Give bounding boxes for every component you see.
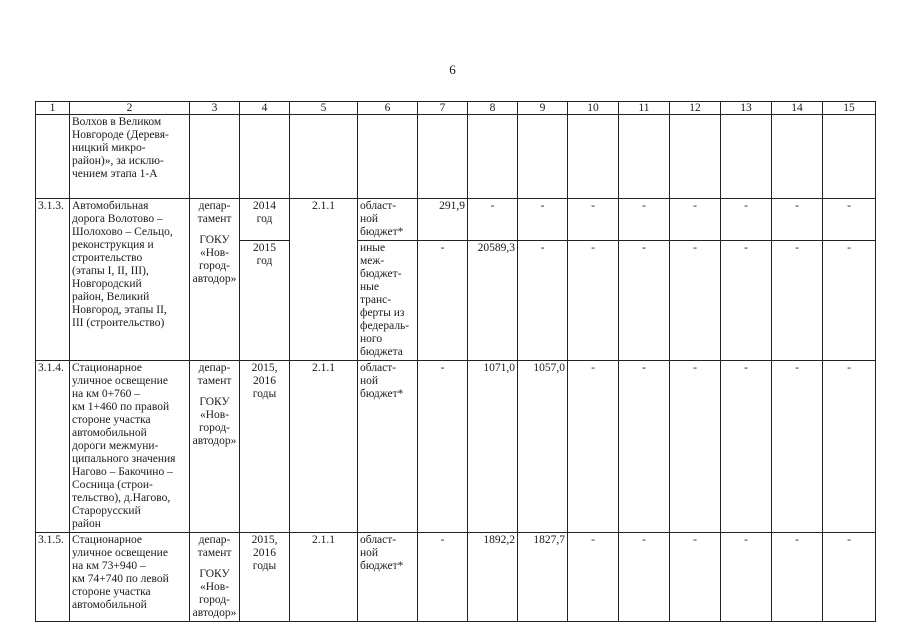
text-line: област- — [360, 362, 397, 374]
text-line: 2016 — [253, 547, 276, 559]
funding-source-cell — [358, 199, 418, 241]
row-number-cell: 3.1.4. — [36, 361, 70, 533]
value-cell: 1071,0 — [468, 361, 518, 533]
text-line: Сосница (строи- — [72, 479, 153, 491]
text-line: 2016 — [253, 375, 276, 387]
text-line: тамент — [197, 375, 232, 387]
text-line: тамент — [197, 547, 232, 559]
value-cell: - — [670, 241, 721, 361]
text-line: на км 0+760 – — [72, 388, 140, 400]
page-number: 6 — [449, 62, 456, 77]
text-line: ной — [360, 213, 379, 225]
value-cell: - — [619, 241, 670, 361]
column-number-cell: 3 — [190, 102, 240, 115]
column-number-cell: 13 — [721, 102, 772, 115]
text-line: годы — [252, 388, 277, 400]
value-cell: - — [418, 533, 468, 622]
value-cell: - — [619, 199, 670, 241]
text-line: бюджет* — [360, 388, 404, 400]
text-line: автомобильной — [72, 599, 147, 611]
value-cell: - — [772, 241, 823, 361]
text-line: дорога Волотово – — [72, 213, 163, 225]
text-line: ципального значения — [72, 453, 176, 465]
text-line: чением этапа 1-А — [72, 168, 158, 180]
funding-source-cell — [358, 533, 418, 622]
value-cell: 1827,7 — [518, 533, 568, 622]
text-line: депар- — [198, 200, 231, 212]
text-line: Стационарное — [72, 362, 143, 374]
text-line: Новгородский — [72, 278, 142, 290]
text-line: ГОКУ — [199, 568, 230, 580]
text-line: ницкий микро- — [72, 142, 146, 154]
period-cell — [240, 241, 290, 361]
text-line: год — [256, 255, 273, 267]
column-number-cell: 12 — [670, 102, 721, 115]
text-line: годы — [252, 560, 277, 572]
text-line: тамент — [197, 213, 232, 225]
text-line: бюджет- — [360, 268, 402, 280]
text-line: район)», за исклю- — [72, 155, 164, 167]
text-line: район — [72, 518, 101, 530]
measure-name-cell — [70, 361, 190, 533]
text-line: км 74+740 по левой — [72, 573, 169, 585]
table-row — [36, 115, 876, 199]
value-cell: - — [418, 241, 468, 361]
column-number-cell: 4 — [240, 102, 290, 115]
text-line: ферты из — [360, 307, 405, 319]
text-line: «Нов- — [199, 409, 230, 421]
value-cell: - — [823, 241, 876, 361]
period-cell — [240, 199, 290, 241]
funding-source-cell — [358, 361, 418, 533]
value-cell: 20589,3 — [468, 241, 518, 361]
text-line: депар- — [198, 534, 231, 546]
value-cell: - — [721, 199, 772, 241]
text-line: област- — [360, 534, 397, 546]
text-line: Волхов в Великом — [72, 116, 162, 128]
value-cell: - — [619, 361, 670, 533]
row-number-cell: 3.1.5. — [36, 533, 70, 622]
value-cell: - — [518, 241, 568, 361]
target-indicator-cell: 2.1.1 — [290, 533, 358, 622]
table-row — [36, 533, 876, 622]
text-line: реконструкция и — [72, 239, 154, 251]
text-line: тельство), д.Нагово, — [72, 492, 171, 504]
text-line: автодор» — [192, 273, 237, 285]
measure-name-cell — [70, 533, 190, 622]
column-number-cell: 9 — [518, 102, 568, 115]
executor-cell — [190, 199, 240, 361]
column-number-cell: 5 — [290, 102, 358, 115]
text-line: федераль- — [360, 320, 410, 332]
column-number-cell: 15 — [823, 102, 876, 115]
funding-source-cell — [358, 241, 418, 361]
text-line: Новгород, этапы II, — [72, 304, 167, 316]
text-line: депар- — [198, 362, 231, 374]
text-line: ной — [360, 375, 379, 387]
text-line: ного — [360, 333, 383, 345]
text-line: III (строительство) — [72, 317, 165, 329]
table-row — [36, 199, 876, 241]
text-line: 2015, — [251, 362, 278, 374]
text-line: уличное освещение — [72, 547, 168, 559]
text-line: «Нов- — [199, 581, 230, 593]
table-row — [36, 361, 876, 533]
text-line: меж- — [360, 255, 385, 267]
text-line: Автомобильная — [72, 200, 149, 212]
text-line: Новгороде (Деревя- — [72, 129, 169, 141]
target-indicator-cell: 2.1.1 — [290, 361, 358, 533]
value-cell: - — [721, 241, 772, 361]
value-cell: - — [721, 361, 772, 533]
value-cell: 1892,2 — [468, 533, 518, 622]
value-cell: - — [721, 533, 772, 622]
value-cell: - — [568, 361, 619, 533]
text-line: автодор» — [192, 435, 237, 447]
text-line: област- — [360, 200, 397, 212]
text-line: город- — [198, 260, 231, 272]
text-line: стороне участка — [72, 414, 151, 426]
budget-table — [35, 101, 876, 622]
column-number-cell: 14 — [772, 102, 823, 115]
value-cell: 291,9 — [418, 199, 468, 241]
value-cell: - — [823, 533, 876, 622]
value-cell: - — [518, 199, 568, 241]
text-line: транс- — [360, 294, 392, 306]
text-line: город- — [198, 422, 231, 434]
executor-cell — [190, 361, 240, 533]
value-cell: - — [670, 533, 721, 622]
value-cell: - — [568, 533, 619, 622]
column-numbers-row — [36, 102, 876, 115]
value-cell: - — [823, 199, 876, 241]
value-cell: - — [670, 199, 721, 241]
value-cell: - — [670, 361, 721, 533]
text-line: автодор» — [192, 607, 237, 619]
text-line: ные — [360, 281, 379, 293]
value-cell: - — [772, 533, 823, 622]
row-number-cell: 3.1.3. — [36, 199, 70, 361]
text-line: район, Великий — [72, 291, 150, 303]
column-number-cell: 10 — [568, 102, 619, 115]
text-line: бюджета — [360, 346, 403, 358]
target-indicator-cell: 2.1.1 — [290, 199, 358, 361]
value-cell: - — [772, 199, 823, 241]
measure-name-cell — [70, 115, 190, 199]
text-line: км 1+460 по правой — [72, 401, 170, 413]
executor-cell — [190, 533, 240, 622]
column-number-cell: 1 — [36, 102, 70, 115]
value-cell: - — [568, 199, 619, 241]
value-cell: 1057,0 — [518, 361, 568, 533]
column-number-cell: 2 — [70, 102, 190, 115]
text-line: ГОКУ — [199, 234, 230, 246]
text-line: 2015, — [251, 534, 278, 546]
text-line: ной — [360, 547, 379, 559]
value-cell: - — [619, 533, 670, 622]
text-line: ГОКУ — [199, 396, 230, 408]
text-line: уличное освещение — [72, 375, 168, 387]
column-number-cell: 6 — [358, 102, 418, 115]
text-line: строительство — [72, 252, 143, 264]
measure-name-cell — [70, 199, 190, 361]
column-number-cell: 7 — [418, 102, 468, 115]
text-line: автомобильной — [72, 427, 147, 439]
text-line: бюджет* — [360, 226, 404, 238]
period-cell — [240, 361, 290, 533]
text-line: дороги межмуни- — [72, 440, 159, 452]
text-line: 2015 — [253, 242, 276, 254]
text-line: бюджет* — [360, 560, 404, 572]
value-cell: - — [772, 361, 823, 533]
value-cell: - — [568, 241, 619, 361]
value-cell: - — [468, 199, 518, 241]
text-line: Шолохово – Сельцо, — [72, 226, 173, 238]
text-line: иные — [360, 242, 386, 254]
text-line: на км 73+940 – — [72, 560, 146, 572]
text-line: 2014 — [253, 200, 276, 212]
period-cell — [240, 533, 290, 622]
text-line: год — [256, 213, 273, 225]
value-cell: - — [823, 361, 876, 533]
text-line: Нагово – Бакочино – — [72, 466, 173, 478]
text-line: стороне участка — [72, 586, 151, 598]
text-line: город- — [198, 594, 231, 606]
row-number-cell — [36, 115, 70, 199]
text-line: Стационарное — [72, 534, 143, 546]
column-number-cell: 8 — [468, 102, 518, 115]
text-line: «Нов- — [199, 247, 230, 259]
column-number-cell: 11 — [619, 102, 670, 115]
text-line: Старорусский — [72, 505, 141, 517]
text-line: (этапы I, II, III), — [72, 265, 149, 277]
value-cell: - — [418, 361, 468, 533]
